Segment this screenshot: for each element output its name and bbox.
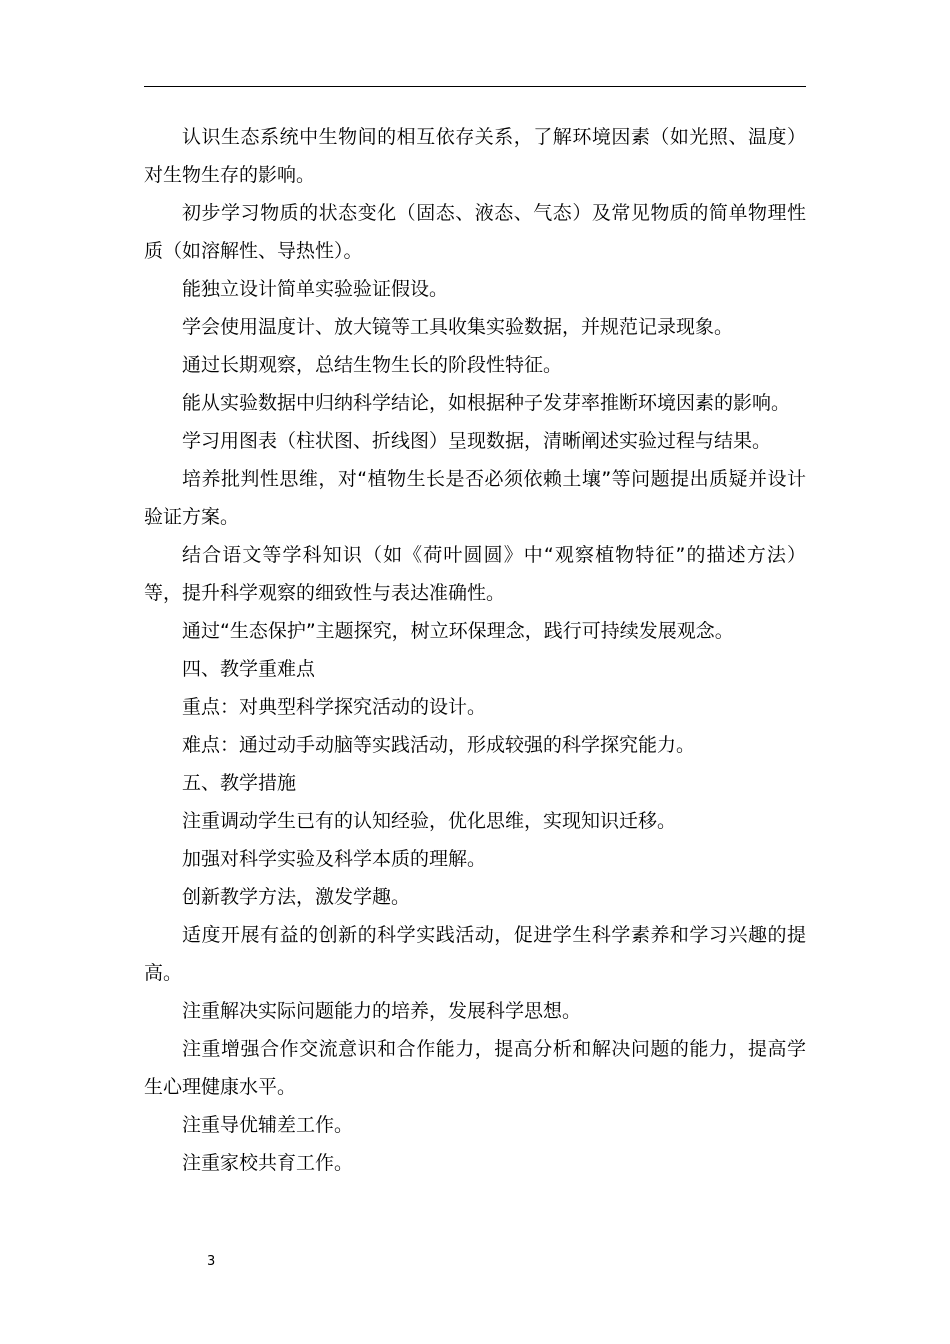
page-number: 3: [207, 1254, 216, 1269]
paragraph: 重点：对典型科学探究活动的设计。: [182, 696, 487, 718]
paragraph: 学会使用温度计、放大镜等工具收集实验数据，并规范记录现象。: [182, 316, 734, 338]
paragraph: 初步学习物质的状态变化（固态、液态、气态）及常见物质的简单物理性质（如溶解性、导热性）。: [144, 202, 806, 262]
paragraph: 学习用图表（柱状图、折线图）呈现数据，清晰阐述实验过程与结果。: [182, 430, 772, 452]
paragraph: 注重调动学生已有的认知经验，优化思维，实现知识迁移。: [182, 810, 677, 832]
paragraph: 注重增强合作交流意识和合作能力，提高分析和解决问题的能力，提高学生心理健康水平。: [144, 1038, 806, 1098]
header-rule: [144, 86, 806, 87]
paragraph: 培养批判性思维，对“植物生长是否必须依赖土壤”等问题提出质疑并设计验证方案。: [144, 468, 806, 528]
document-body: [144, 118, 806, 1182]
paragraph: 认识生态系统中生物间的相互依存关系，了解环境因素（如光照、温度）对生物生存的影响。: [144, 126, 806, 186]
paragraph: 创新教学方法，激发学趣。: [182, 886, 411, 908]
paragraph: 加强对科学实验及科学本质的理解。: [182, 848, 487, 870]
paragraph: 通过“生态保护”主题探究，树立环保理念，践行可持续发展观念。: [182, 620, 734, 642]
paragraph: 能从实验数据中归纳科学结论，如根据种子发芽率推断环境因素的影响。: [182, 392, 791, 414]
paragraph: 注重家校共育工作。: [182, 1152, 354, 1174]
section-heading-key-points: 四、教学重难点: [182, 658, 316, 680]
paragraph: 注重解决实际问题能力的培养，发展科学思想。: [182, 1000, 582, 1022]
paragraph: 通过长期观察，总结生物生长的阶段性特征。: [182, 354, 563, 376]
paragraph: 注重导优辅差工作。: [182, 1114, 354, 1136]
paragraph: 难点：通过动手动脑等实践活动，形成较强的科学探究能力。: [182, 734, 696, 756]
paragraph: 适度开展有益的创新的科学实践活动，促进学生科学素养和学习兴趣的提高。: [144, 924, 806, 984]
paragraph: 能独立设计简单实验验证假设。: [182, 278, 449, 300]
section-heading-measures: 五、教学措施: [182, 772, 297, 794]
paragraph: 结合语文等学科知识（如《荷叶圆圆》中“观察植物特征”的描述方法）等，提升科学观察的细致性与表达准确性。: [144, 544, 806, 604]
